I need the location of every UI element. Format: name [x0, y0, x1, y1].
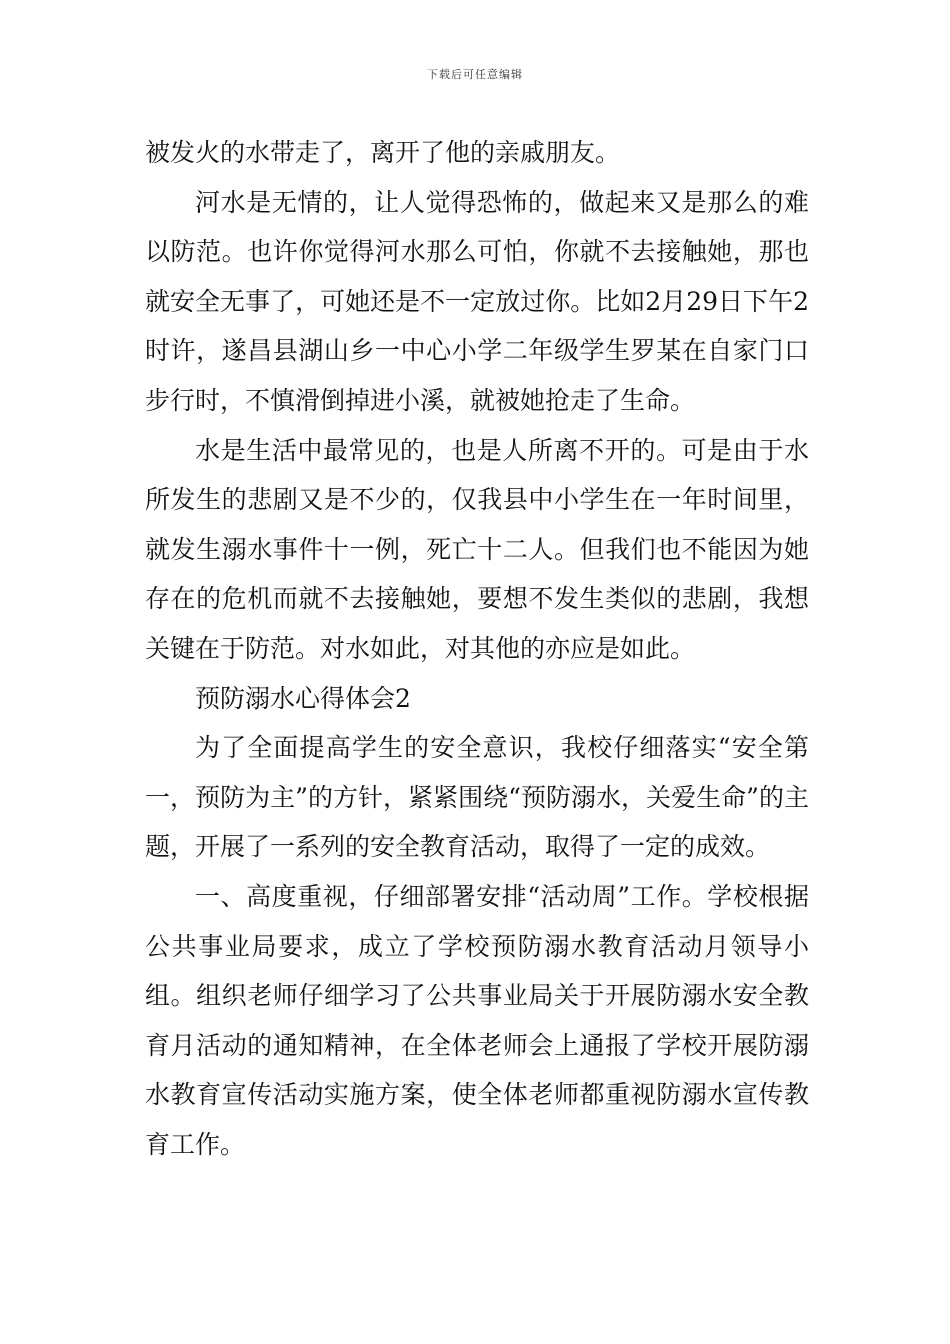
section-heading: 预防溺水心得体会2 — [195, 683, 411, 713]
document-body — [145, 128, 809, 1169]
paragraph-activity-week: 一、高度重视，仔细部署安排“活动周”工作。学校根据公共事业局要求，成立了学校预防溺水教育活动月领导小组。组织老师仔细学习了公共事业局关于开展防溺水安全教育月活动的通知精神，在全体老师会上通报了学校开展防溺水教育宣传活动实施方案，使全体老师都重视防溺水宣传教育工作。 — [145, 881, 809, 1159]
paragraph-water-life: 水是生活中最常见的，也是人所离不开的。可是由于水所发生的悲剧又是不少的，仅我县中小学生在一年时间里，就发生溺水事件十一例，死亡十二人。但我们也不能因为她存在的危机而就不去接触她，要想不发生类似的悲剧，我想关键在于防范。对水如此，对其他的亦应是如此。 — [145, 435, 809, 663]
paragraph-safety-awareness: 为了全面提高学生的安全意识，我校仔细落实“安全第一，预防为主”的方针，紧紧围绕“预防溺水，关爱生命”的主题，开展了一系列的安全教育活动，取得了一定的成效。 — [145, 733, 809, 862]
page-header-note: 下载后可任意编辑 — [427, 68, 523, 81]
paragraph-river-danger: 河水是无情的，让人觉得恐怖的，做起来又是那么的难以防范。也许你觉得河水那么可怕，你就不去接触她，那也就安全无事了，可她还是不一定放过你。比如2月29日下午2时许，遂昌县湖山乡一中心小学二年级学生罗某在自家门口步行时，不慎滑倒掉进小溪，就被她抢走了生命。 — [145, 187, 809, 415]
paragraph-continuation: 被发火的水带走了，离开了他的亲戚朋友。 — [145, 138, 621, 167]
